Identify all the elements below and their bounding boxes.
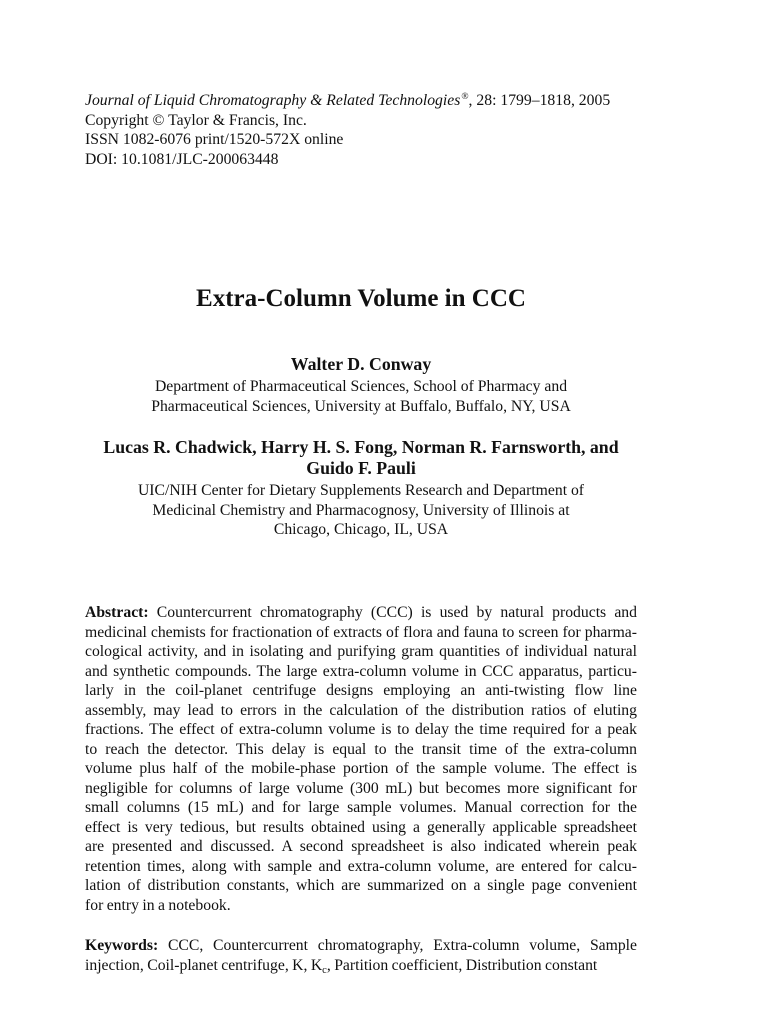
keywords-text: injection, Coil-planet centrifuge, K, K <box>85 956 323 974</box>
registered-mark: ® <box>461 92 469 103</box>
abstract-line: retention times, along with sample and extra-column volume, are entered for calcu- <box>85 857 637 875</box>
abstract-line: small columns (15 mL) and for large sample volumes. Manual correction for the <box>85 799 637 816</box>
author-name: Guido F. Pauli <box>306 458 416 478</box>
author-affiliation <box>61 377 661 416</box>
abstract-line: lation of distribution constants, which are summarized on a single page convenient <box>85 877 637 894</box>
affiliation-line: Pharmaceutical Sciences, University at Buffalo, Buffalo, NY, USA <box>151 397 571 415</box>
abstract-line: medicinal chemists for fractionation of extracts of flora and fauna to screen for pharma- <box>85 623 637 641</box>
affiliation-line: Medicinal Chemistry and Pharmacognosy, University of Illinois at <box>152 501 570 519</box>
doi-line: DOI: 10.1081/JLC-200063448 <box>85 150 279 168</box>
abstract-line: for entry in a notebook. <box>85 896 231 914</box>
affiliation-line: UIC/NIH Center for Dietary Supplements Research and Department of <box>137 482 585 499</box>
keywords-text: CCC, Countercurrent chromatography, Extra-column volume, Sample <box>167 937 638 954</box>
abstract-line: negligible for columns of large volume (300 mL) but becomes more significant for <box>85 779 637 797</box>
abstract-label: Abstract: <box>85 604 149 621</box>
author-names <box>61 354 661 375</box>
abstract-line: cological activity, and in isolating and purifying gram quantities of individual natural <box>85 643 637 660</box>
journal-volume-pages: , 28: 1799–1818, 2005 <box>468 92 611 109</box>
issn-line: ISSN 1082-6076 print/1520-572X online <box>85 131 344 148</box>
author-name: Lucas R. Chadwick, Harry H. S. Fong, Norman R. Farnsworth, and <box>103 437 619 457</box>
abstract-line: effect is very tedious, but results obtained using a generally applicable spreadsheet <box>85 818 637 836</box>
abstract-text: Countercurrent chromatography (CCC) is used by natural products and <box>156 604 637 621</box>
abstract-line: larly in the coil-planet centrifuge designs employing an anti-twisting flow line <box>85 682 637 699</box>
abstract-line: fractions. The effect of extra-column volume is to delay the time required for a peak <box>85 721 637 738</box>
abstract-line <box>85 603 637 623</box>
keywords <box>85 936 637 975</box>
keywords-line <box>85 936 637 956</box>
abstract-line: are presented and discussed. A second spreadsheet is also indicated wherein peak <box>85 838 637 855</box>
abstract-line: volume plus half of the mobile-phase portion of the sample volume. The effect is <box>85 760 637 777</box>
journal-citation-line <box>85 91 610 111</box>
keywords-line <box>85 956 637 976</box>
abstract-line: to reach the detector. This delay is equal to the transit time of the extra-column <box>85 740 637 758</box>
affiliation-line: Department of Pharmaceutical Sciences, School of Pharmacy and <box>154 378 568 395</box>
abstract-line: and synthetic compounds. The large extra-column volume in CCC apparatus, particu- <box>85 662 637 680</box>
journal-header <box>85 91 610 169</box>
affiliation-line: Chicago, Chicago, IL, USA <box>273 521 449 538</box>
author-names <box>61 437 661 479</box>
keywords-text: , Partition coefficient, Distribution constant <box>326 956 598 974</box>
copyright-line: Copyright © Taylor & Francis, Inc. <box>85 111 307 129</box>
author-affiliation <box>61 481 661 540</box>
kc-subscript: c <box>322 964 327 976</box>
paper-title: Extra-Column Volume in CCC <box>196 285 526 312</box>
abstract-line: assembly, may lead to errors in the calculation of the distribution ratios of eluting <box>85 701 637 719</box>
author-name: Walter D. Conway <box>290 354 432 374</box>
abstract <box>85 603 637 915</box>
keywords-label: Keywords: <box>85 937 159 954</box>
journal-name: Journal of Liquid Chromatography & Related Technologies <box>85 92 461 109</box>
